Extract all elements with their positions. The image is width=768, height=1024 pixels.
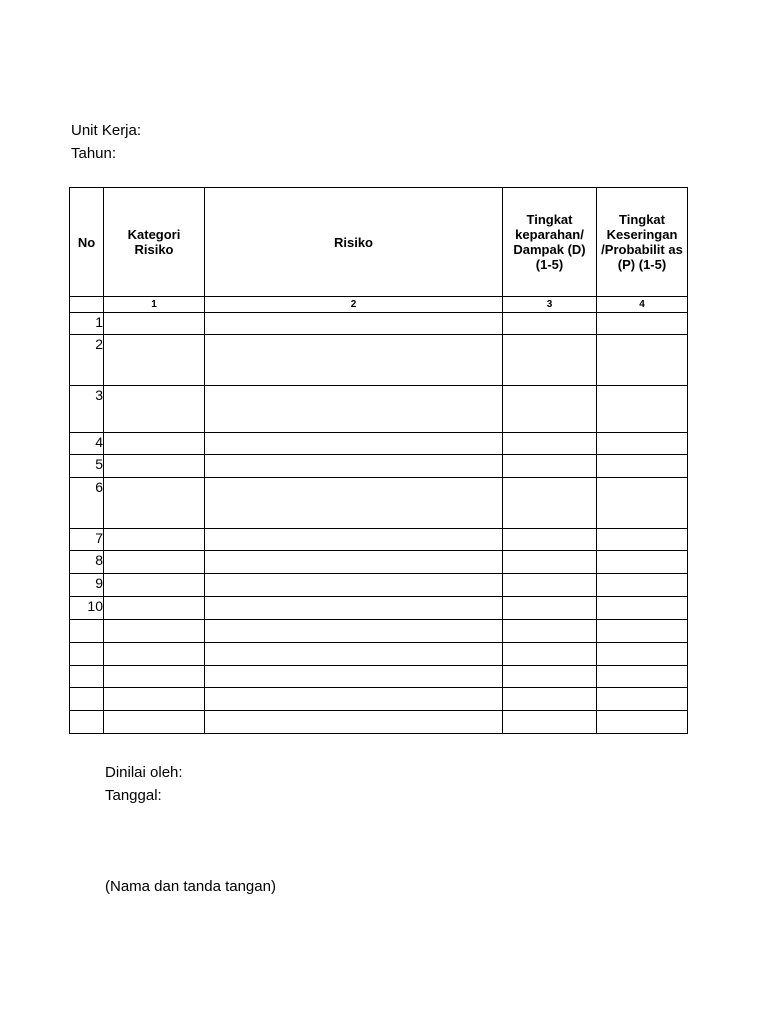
dampak-cell[interactable] [503,711,597,734]
table-header-row [70,188,688,297]
risiko-cell[interactable] [205,620,503,643]
probabilitas-cell[interactable] [597,455,688,478]
risiko-cell[interactable] [205,313,503,335]
dampak-cell[interactable] [503,643,597,666]
column-number-row [70,297,688,313]
probabilitas-cell[interactable] [597,688,688,711]
kategori-risiko-cell[interactable] [104,643,205,666]
probabilitas-cell[interactable] [597,666,688,688]
dampak-cell[interactable] [503,597,597,620]
risk-assessment-table [69,187,688,734]
row-number: 9 [70,574,104,597]
kategori-risiko-cell[interactable] [104,335,205,386]
table-row [70,478,688,529]
dampak-cell[interactable] [503,688,597,711]
kategori-risiko-cell[interactable] [104,529,205,551]
kategori-risiko-cell[interactable] [104,666,205,688]
unit-kerja-label: Unit Kerja: [71,122,142,139]
table-row [70,643,688,666]
table-row [70,620,688,643]
table-row [70,597,688,620]
kategori-risiko-cell[interactable] [104,688,205,711]
row-number: 7 [70,529,104,551]
probabilitas-cell[interactable] [597,433,688,455]
row-number [70,620,104,643]
dampak-cell[interactable] [503,386,597,433]
kategori-risiko-cell[interactable] [104,386,205,433]
risiko-cell[interactable] [205,666,503,688]
dampak-cell[interactable] [503,455,597,478]
table-row [70,313,688,335]
row-number: 5 [70,455,104,478]
table-row [70,688,688,711]
probabilitas-cell[interactable] [597,643,688,666]
probabilitas-cell[interactable] [597,597,688,620]
dampak-cell[interactable] [503,620,597,643]
column-number-4: 4 [597,297,688,313]
row-number: 10 [70,597,104,620]
row-number [70,643,104,666]
table-row [70,574,688,597]
row-number: 6 [70,478,104,529]
probabilitas-cell[interactable] [597,574,688,597]
dampak-cell[interactable] [503,529,597,551]
row-number: 8 [70,551,104,574]
probabilitas-cell[interactable] [597,551,688,574]
table-row [70,335,688,386]
probabilitas-cell[interactable] [597,313,688,335]
table-row [70,666,688,688]
row-number [70,711,104,734]
column-number-1: 1 [104,297,205,313]
dampak-cell[interactable] [503,666,597,688]
table-row [70,455,688,478]
column-header-tingkat-keseringan: Tingkat Keseringan /Probabilit as (P) (1-5) [597,188,688,297]
row-number: 1 [70,313,104,335]
risiko-cell[interactable] [205,551,503,574]
nama-tanda-tangan-label: (Nama dan tanda tangan) [105,878,276,895]
table-row [70,433,688,455]
probabilitas-cell[interactable] [597,335,688,386]
risiko-cell[interactable] [205,574,503,597]
probabilitas-cell[interactable] [597,478,688,529]
table-row [70,529,688,551]
table-row [70,551,688,574]
risiko-cell[interactable] [205,597,503,620]
kategori-risiko-cell[interactable] [104,433,205,455]
dinilai-oleh-label: Dinilai oleh: [105,764,183,781]
dampak-cell[interactable] [503,313,597,335]
risiko-cell[interactable] [205,455,503,478]
kategori-risiko-cell[interactable] [104,711,205,734]
column-number-2: 2 [205,297,503,313]
table-row [70,386,688,433]
risiko-cell[interactable] [205,478,503,529]
probabilitas-cell[interactable] [597,529,688,551]
tanggal-label: Tanggal: [105,787,162,804]
row-number: 3 [70,386,104,433]
row-number: 4 [70,433,104,455]
risiko-cell[interactable] [205,688,503,711]
dampak-cell[interactable] [503,551,597,574]
risiko-cell[interactable] [205,433,503,455]
dampak-cell[interactable] [503,574,597,597]
risiko-cell[interactable] [205,386,503,433]
probabilitas-cell[interactable] [597,620,688,643]
dampak-cell[interactable] [503,335,597,386]
row-number [70,688,104,711]
kategori-risiko-cell[interactable] [104,620,205,643]
column-header-kategori-risiko: Kategori Risiko [104,188,205,297]
column-header-risiko: Risiko [205,188,503,297]
kategori-risiko-cell[interactable] [104,551,205,574]
kategori-risiko-cell[interactable] [104,574,205,597]
probabilitas-cell[interactable] [597,386,688,433]
column-header-no: No [70,188,104,297]
column-header-tingkat-keparahan: Tingkat keparahan/ Dampak (D) (1-5) [503,188,597,297]
row-number: 2 [70,335,104,386]
dampak-cell[interactable] [503,478,597,529]
dampak-cell[interactable] [503,433,597,455]
table-row [70,711,688,734]
row-number [70,666,104,688]
kategori-risiko-cell[interactable] [104,597,205,620]
kategori-risiko-cell[interactable] [104,455,205,478]
risiko-cell[interactable] [205,643,503,666]
kategori-risiko-cell[interactable] [104,478,205,529]
column-number-3: 3 [503,297,597,313]
probabilitas-cell[interactable] [597,711,688,734]
risiko-cell[interactable] [205,529,503,551]
column-number-0 [70,297,104,313]
kategori-risiko-cell[interactable] [104,313,205,335]
risiko-cell[interactable] [205,711,503,734]
tahun-label: Tahun: [71,145,117,162]
risiko-cell[interactable] [205,335,503,386]
